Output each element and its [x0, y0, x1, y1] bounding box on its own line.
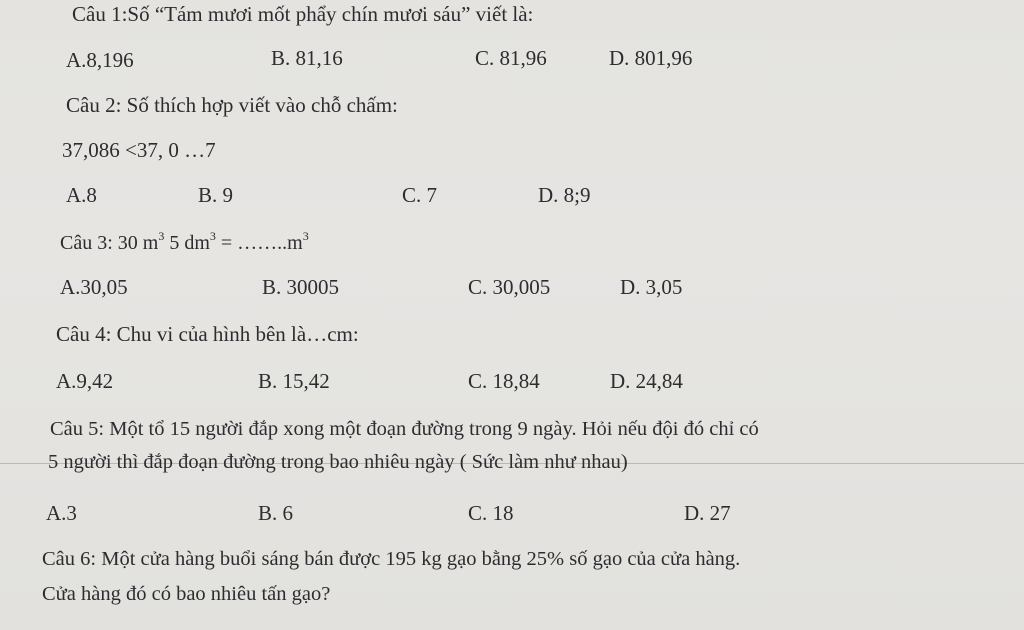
question-2-option-d: D. 8;9	[538, 183, 591, 207]
question-4-option-c: C. 18,84	[468, 369, 540, 393]
question-3-option-c: C. 30,005	[468, 275, 551, 299]
question-1-option-b: B. 81,16	[271, 46, 343, 70]
question-6-line-2: Cửa hàng đó có bao nhiêu tấn gạo?	[42, 583, 331, 605]
question-5-option-d: D. 27	[684, 501, 731, 525]
question-2-option-a: A.8	[66, 183, 97, 207]
question-3-exponent-3: 3	[302, 229, 309, 243]
question-2-text: Câu 2: Số thích hợp viết vào chỗ chấm:	[66, 93, 398, 117]
question-3-exponent-1: 3	[158, 229, 165, 243]
question-3-option-b: B. 30005	[262, 275, 340, 299]
question-2-expression: 37,086 <37, 0 …7	[62, 138, 216, 162]
question-3-text	[60, 229, 309, 255]
question-4-text: Câu 4: Chu vi của hình bên là…cm:	[56, 322, 359, 346]
question-4-option-a: A.9,42	[56, 369, 114, 393]
question-5-option-b: B. 6	[258, 501, 294, 525]
question-3-option-a: A.30,05	[60, 275, 128, 299]
question-3-prefix: Câu 3: 30 m	[60, 232, 159, 254]
question-4-option-d: D. 24,84	[610, 369, 683, 393]
question-5-line-2: 5 người thì đắp đoạn đường trong bao nhiêu ngày ( Sức làm như nhau)	[48, 451, 628, 473]
question-1-option-c: C. 81,96	[475, 46, 547, 70]
question-3-mid: 5 dm	[164, 232, 210, 254]
question-3-option-d: D. 3,05	[620, 275, 683, 299]
question-4-option-b: B. 15,42	[258, 369, 330, 393]
question-1-text: Câu 1:Số “Tám mươi mốt phẩy chín mươi sáu” viết là:	[72, 2, 534, 26]
question-5-option-c: C. 18	[468, 501, 514, 525]
question-6-line-1: Câu 6: Một cửa hàng buổi sáng bán được 195 kg gạo bằng 25% số gạo của cửa hàng.	[42, 548, 741, 570]
question-3-exponent-2: 3	[209, 229, 216, 243]
question-3-blank: = ……..m	[215, 232, 303, 254]
question-2-option-c: C. 7	[402, 183, 438, 207]
question-1-option-a: A.8,196	[66, 48, 134, 72]
question-1-option-d: D. 801,96	[609, 46, 693, 70]
question-2-option-b: B. 9	[198, 183, 234, 207]
question-5-line-1: Câu 5: Một tổ 15 người đắp xong một đoạn đường trong 9 ngày. Hỏi nếu đội đó chỉ có	[50, 418, 759, 440]
question-5-option-a: A.3	[46, 501, 77, 525]
